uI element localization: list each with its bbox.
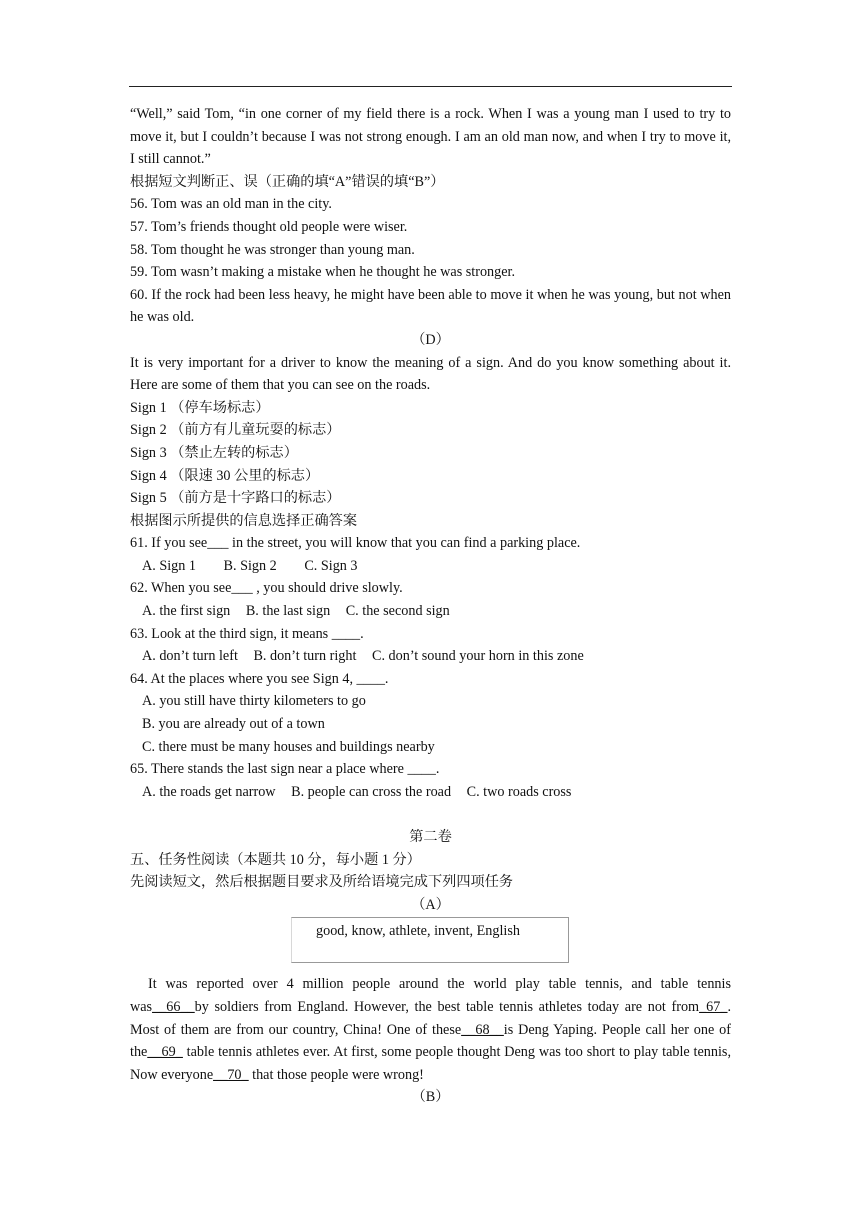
blank-68: __68__ (461, 1021, 504, 1038)
option-c: C. Sign 3 (304, 557, 358, 574)
option-a: A. Sign 1 (142, 557, 196, 574)
option-b: B. don’t turn right (253, 648, 357, 665)
cloze-passage (130, 973, 731, 1086)
sign-4: Sign 4 （限速 30 公里的标志） (130, 467, 320, 484)
option-a: A. the roads get narrow (142, 783, 276, 800)
passage-c-ending: “Well,” said Tom, “in one corner of my field there is a rock. When I was a young man I used to try to move it, but I couldn’t because I was not strong enough. I am an old man now, and when I try to move it, I still cannot.” (130, 106, 731, 168)
passage-text: by soldiers from England. However, the best table tennis athletes today are not from (194, 998, 700, 1015)
section-d-intro: It is very important for a driver to know the meaning of a sign. And do you know something about it. Here are some of them that you can see on the roads. (130, 354, 731, 394)
question-65-options (130, 781, 731, 804)
option-a: A. don’t turn left (142, 648, 238, 665)
passage-text: It was reported over 4 million people around the world play table tennis, and table tennis was (130, 976, 731, 1015)
section-a-heading: （A） (411, 896, 450, 913)
document-body (130, 103, 731, 1109)
sign-5: Sign 5 （前方是十字路口的标志） (130, 490, 341, 507)
option-b: B. the last sign (245, 603, 331, 620)
word-box (291, 917, 569, 963)
part-2-title: 第二卷 (409, 829, 452, 845)
question-61-options (130, 555, 731, 578)
blank-67: _67_ (699, 998, 728, 1015)
question-64-option-b: B. you are already out of a town (142, 716, 325, 733)
question-62: 62. When you see___ , you should drive slowly. (130, 580, 403, 597)
question-60: 60. If the rock had been less heavy, he might have been able to move it when he was young, but not when he was old. (130, 286, 731, 326)
question-64: 64. At the places where you see Sign 4, ____. (130, 670, 389, 687)
blank-70: __70_ (213, 1066, 249, 1083)
passage-text: table tennis athletes ever. At first, some people thought Deng was too short to play table tennis, Now everyone (130, 1044, 731, 1083)
passage-text: that those people were wrong! (248, 1066, 424, 1083)
sign-1: Sign 1 （停车场标志） (130, 399, 270, 416)
option-c: C. two roads cross (466, 783, 572, 800)
section-d-heading: （D） (411, 331, 450, 348)
question-59: 59. Tom wasn’t making a mistake when he thought he was stronger. (130, 264, 516, 281)
sign-3: Sign 3 （禁止左转的标志） (130, 444, 298, 461)
section-5-instruction: 先阅读短文，然后根据题目要求及所给语境完成下列四项任务 (130, 874, 514, 891)
question-62-options (130, 600, 731, 623)
option-b: B. people can cross the road (291, 783, 452, 800)
question-64-option-c: C. there must be many houses and buildings nearby (142, 738, 435, 755)
option-c: C. don’t sound your horn in this zone (371, 648, 584, 665)
section-5-title: 五、任务性阅读（本题共 10 分，每小题 1 分） (130, 851, 421, 868)
question-61: 61. If you see___ in the street, you will know that you can find a parking place. (130, 535, 581, 552)
question-56: 56. Tom was an old man in the city. (130, 196, 332, 213)
option-a: A. the first sign (142, 603, 231, 620)
passage-text: . Most of them are from our country, China! One of these (130, 998, 731, 1038)
option-b: B. Sign 2 (223, 557, 277, 574)
tf-instruction: 根据短文判断正、误（正确的填“A”错误的填“B”） (130, 173, 445, 190)
section-d-instruction: 根据图示所提供的信息选择正确答案 (130, 512, 358, 529)
question-58: 58. Tom thought he was stronger than young man. (130, 241, 415, 258)
sign-2: Sign 2 （前方有儿童玩耍的标志） (130, 422, 341, 439)
section-b-heading: （B） (411, 1089, 450, 1106)
passage-text: is Deng Yaping. People call her one of the (130, 1021, 731, 1061)
blank-66: __66__ (152, 998, 195, 1015)
word-box-words: good, know, athlete, invent, English (316, 923, 520, 940)
option-c: C. the second sign (345, 603, 450, 620)
question-65: 65. There stands the last sign near a place where ____. (130, 761, 440, 778)
question-57: 57. Tom’s friends thought old people were wiser. (130, 218, 408, 235)
question-63: 63. Look at the third sign, it means ____. (130, 625, 364, 642)
question-64-option-a: A. you still have thirty kilometers to go (142, 693, 366, 710)
header-rule (129, 86, 732, 87)
question-63-options (130, 645, 731, 668)
blank-69: __69_ (147, 1044, 183, 1061)
